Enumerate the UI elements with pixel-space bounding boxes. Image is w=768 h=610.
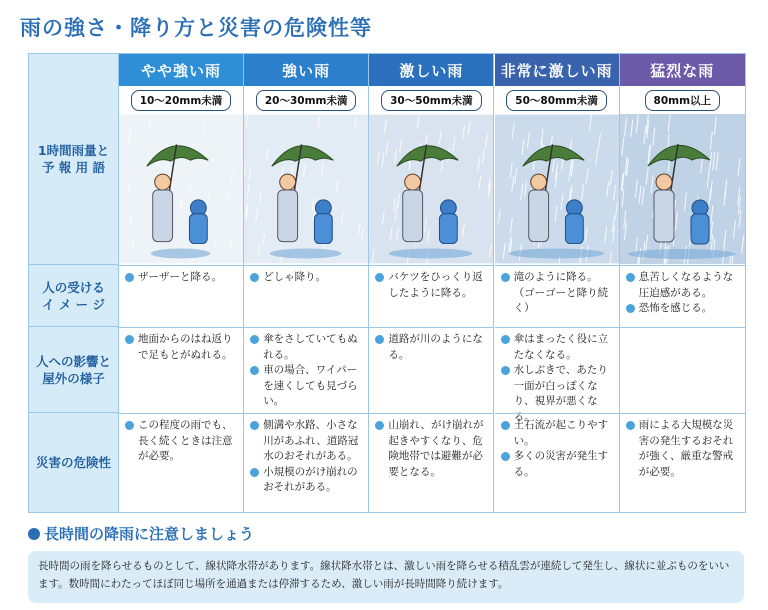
bullet-icon [250, 468, 259, 477]
cell-text: どしゃ降り。 [263, 271, 327, 283]
intensity-columns [119, 54, 745, 512]
cell-text: 車の場合、ワイパーを速くしても見づらい。 [263, 364, 358, 407]
adult-body [403, 190, 423, 242]
notice-heading [28, 523, 254, 544]
bullet-icon [375, 273, 384, 282]
adult-head [405, 174, 421, 190]
adult-head [280, 174, 296, 190]
cell-item [250, 363, 362, 410]
cell-text: 息苦しくなるような圧迫感がある。 [638, 271, 734, 299]
cell-text: 傘をさしていてもぬれる。 [263, 333, 358, 361]
sky-background [119, 115, 243, 264]
sky-background [244, 115, 368, 264]
sky-background [369, 115, 493, 264]
rain-scene-image [495, 114, 619, 264]
bullet-icon [375, 335, 384, 344]
cell-image [119, 265, 243, 327]
cell-text: 土石流が起こりやすい。 [513, 419, 609, 447]
cell-impact [244, 327, 368, 413]
child-raincoat [315, 214, 333, 244]
notice-title: 長時間の降雨に注意しましょう [44, 525, 255, 543]
bullet-icon [501, 273, 510, 282]
cell-danger [119, 413, 243, 512]
adult-body [528, 190, 548, 242]
page-title: 雨の強さ・降り方と災害の危険性等 [20, 16, 372, 40]
cell-item [626, 418, 739, 480]
row-header-danger-label: 災害の危険性 [35, 455, 111, 470]
cell-item [375, 270, 487, 301]
bullet-icon [125, 421, 134, 430]
row-header-impact [29, 327, 119, 413]
cell-item [250, 332, 362, 363]
cell-text: 恐怖を感じる。 [638, 302, 713, 314]
bullet-icon [626, 304, 635, 313]
row-header-impact-label: 人への影響と 屋外の様子 [35, 353, 111, 386]
cell-item [501, 449, 613, 480]
rainfall-range-wrap [244, 86, 368, 114]
notice-bullet-icon [28, 528, 40, 540]
bullet-icon [375, 421, 384, 430]
cell-image [620, 265, 745, 327]
puddle [628, 249, 736, 259]
intensity-column [119, 54, 244, 512]
cell-danger [244, 413, 368, 512]
puddle [508, 249, 603, 259]
cell-impact [620, 327, 745, 413]
child-raincoat [440, 214, 458, 244]
rainfall-range-badge: 20〜30mm未満 [256, 90, 357, 111]
rain-illustration [620, 114, 745, 264]
cell-item [125, 418, 237, 465]
rainfall-range-wrap [119, 86, 243, 114]
cell-text: バケツをひっくり返したように降る。 [388, 271, 483, 299]
cell-item [501, 270, 613, 317]
adult-body [654, 190, 674, 242]
cell-item [125, 332, 237, 363]
bullet-icon [125, 335, 134, 344]
cell-text: 側溝や水路、小さな川があふれ、道路冠水のおそれがある。 [263, 419, 359, 462]
cell-text: 水しぶきで、あたり一面が白っぽくなり、視界が悪くなる。 [513, 364, 608, 423]
row-header-image [29, 265, 119, 327]
cell-danger [369, 413, 493, 512]
bullet-icon [125, 273, 134, 282]
bullet-icon [626, 273, 635, 282]
intensity-column [495, 54, 620, 512]
row-header-danger [29, 413, 119, 512]
column-term: 強い雨 [244, 54, 368, 86]
cell-item [626, 270, 739, 301]
bullet-icon [501, 452, 510, 461]
column-term: 激しい雨 [369, 54, 493, 86]
rain-intensity-table [28, 53, 746, 513]
rain-illustration [369, 114, 493, 264]
bullet-icon [501, 421, 510, 430]
cell-image [244, 265, 368, 327]
cell-text: 滝のように降る。（ゴーゴーと降り続く） [513, 271, 609, 314]
cell-text: 傘はまったく役に立たなくなる。 [513, 333, 609, 361]
cell-impact [119, 327, 243, 413]
puddle [389, 249, 472, 259]
column-term: 猛烈な雨 [620, 54, 745, 86]
bullet-icon [501, 335, 510, 344]
intensity-column [369, 54, 494, 512]
column-term: 非常に激しい雨 [495, 54, 619, 86]
puddle [151, 249, 211, 259]
bullet-icon [501, 366, 510, 375]
cell-danger [495, 413, 619, 512]
cell-impact [369, 327, 493, 413]
cell-image [369, 265, 493, 327]
cell-item [125, 270, 237, 286]
cell-text: 多くの災害が発生する。 [513, 450, 609, 478]
adult-body [153, 190, 173, 242]
rainfall-range-badge: 10〜20mm未満 [131, 90, 232, 111]
cell-item [626, 301, 739, 317]
rain-scene-image [620, 114, 745, 264]
child-raincoat [565, 214, 583, 244]
cell-text: 雨による大規模な災害の発生するおそれが強く、厳重な警戒が必要。 [638, 419, 734, 478]
rain-scene-image [244, 114, 368, 264]
cell-impact [495, 327, 619, 423]
column-term: やや強い雨 [119, 54, 243, 86]
cell-item [250, 418, 362, 465]
cell-item [501, 418, 613, 449]
puddle [270, 249, 341, 259]
bullet-icon [250, 421, 259, 430]
notice-box [28, 551, 744, 603]
rainfall-range-wrap [369, 86, 493, 114]
rain-illustration [119, 114, 243, 264]
bullet-icon [250, 273, 259, 282]
rain-scene-image [119, 114, 243, 264]
rainfall-range-badge: 80mm以上 [645, 90, 721, 111]
cell-text: 山崩れ、がけ崩れが起きやすくなり、危険地帯では避難が必要となる。 [388, 419, 484, 478]
adult-head [155, 174, 171, 190]
child-raincoat [691, 214, 709, 244]
notice-body: 長時間の雨を降らせるものとして、線状降水帯があります。線状降水帯とは、激しい雨を降らせる積乱雲が連続して発生し、線状に並ぶものをいいます。数時間にわたってほぼ同じ場所を通過または停滞するため、激しい雨が長時間降り続けます。 [38, 560, 730, 590]
cell-item [375, 418, 487, 480]
adult-head [656, 174, 672, 190]
cell-item [250, 465, 362, 496]
rainfall-range-wrap [495, 86, 619, 114]
intensity-column [620, 54, 745, 512]
rainfall-range-badge: 30〜50mm未満 [381, 90, 482, 111]
cell-item [250, 270, 362, 286]
adult-body [278, 190, 298, 242]
child-raincoat [189, 214, 207, 244]
cell-image [495, 265, 619, 327]
row-header-forecast [29, 54, 119, 265]
rainfall-range-badge: 50〜80mm未満 [506, 90, 607, 111]
intensity-column [244, 54, 369, 512]
rain-scene-image [369, 114, 493, 264]
cell-item [501, 332, 613, 363]
bullet-icon [250, 335, 259, 344]
rainfall-range-wrap [620, 86, 745, 114]
cell-text: 小規模のがけ崩れのおそれがある。 [263, 465, 358, 493]
rain-illustration [244, 114, 368, 264]
cell-text: 地面からのはね返りで足もとがぬれる。 [138, 333, 233, 361]
cell-text: 道路が川のようになる。 [388, 333, 483, 361]
rain-illustration [495, 114, 619, 264]
cell-text: ザーザーと降る。 [138, 271, 222, 283]
adult-head [530, 174, 546, 190]
cell-item [375, 332, 487, 363]
cell-danger [620, 413, 745, 512]
cell-text: この程度の雨でも、長く続くときは注意が必要。 [138, 419, 233, 462]
row-header-forecast-label: 1時間雨量と 予 報 用 語 [37, 143, 110, 175]
row-header-image-label: 人の受ける イ メ ー ジ [41, 279, 106, 312]
bullet-icon [250, 366, 259, 375]
bullet-icon [626, 421, 635, 430]
